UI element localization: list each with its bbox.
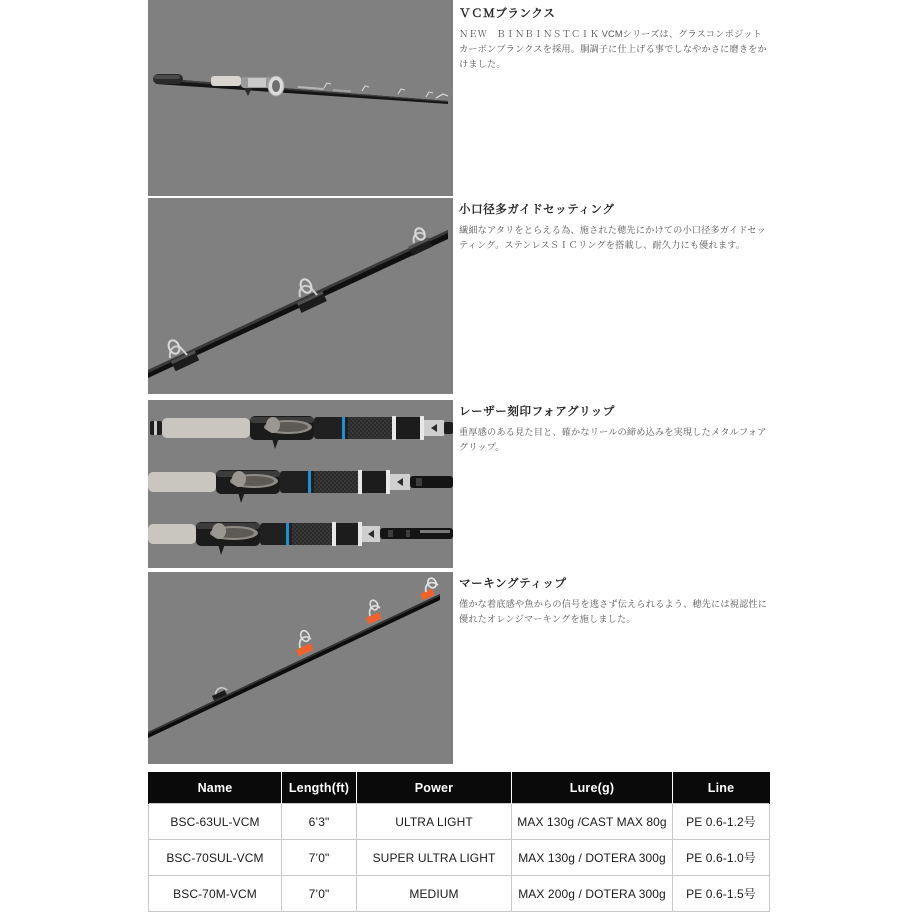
spec-table-container [148,772,754,912]
feature-block-guide-setting [0,198,900,394]
spec-cell-power: ULTRA LIGHT [357,804,512,840]
spec-cell-length: 7’0" [282,840,357,876]
feature-body: 重厚感のある見た目と、確かなリールの締め込みを実現したメタルフォアグリップ。 [459,426,767,452]
feature-body: ＮＥＷ ＢＩＮＢＩＮＳＴＣＩＫ VCMシリーズは、グラスコンポジットカーボンブランクスを採用。胴調子に仕上げる事でしなやかさに磨きをかけました。 [459,28,767,69]
spec-cell-name: BSC-70SUL-VCM [149,840,282,876]
feature-block-laser-foregrip [0,400,900,568]
feature-copy-vcm-blanks [459,8,771,72]
feature-heading: マーキングティップ [459,578,567,590]
marking-tip-illustration [148,572,453,764]
feature-heading: ＶＣＭブランクス [459,8,556,20]
full-rod-illustration [148,0,453,196]
spec-header-lure: Lure(g) [512,772,673,804]
spec-cell-power: SUPER ULTRA LIGHT [357,840,512,876]
spec-cell-line: PE 0.6-1.0号 [673,840,770,876]
foregrip-photo [148,400,453,568]
feature-block-vcm-blanks [0,0,900,196]
guide-closeup-photo [148,198,453,394]
spec-cell-power: MEDIUM [357,876,512,912]
feature-copy-laser-foregrip [459,406,771,455]
spec-cell-line: PE 0.6-1.5号 [673,876,770,912]
spec-table [148,772,770,912]
foregrip-illustration [148,400,453,568]
spec-cell-lure: MAX 130g / DOTERA 300g [512,840,673,876]
spec-cell-lure: MAX 200g / DOTERA 300g [512,876,673,912]
marking-tip-photo [148,572,453,764]
feature-copy-marking-tip [459,578,771,627]
table-row [149,804,770,840]
feature-block-marking-tip [0,572,900,764]
feature-body: 僅かな着底感や魚からの信号を逃さず伝えられるよう、穂先には視認性に優れたオレンジマーキングを施しました。 [459,598,768,624]
spec-cell-name: BSC-63UL-VCM [149,804,282,840]
spec-cell-name: BSC-70M-VCM [149,876,282,912]
table-row [149,876,770,912]
feature-body: 繊細なアタリをとらえる為、施された穂先にかけての小口径多ガイドセッティング。ステンレスＳＩＣリングを搭載し、耐久力にも優れます。 [459,224,766,250]
spec-cell-line: PE 0.6-1.2号 [673,804,770,840]
spec-cell-length: 7’0" [282,876,357,912]
feature-heading: 小口径多ガイドセッティング [459,204,615,216]
spec-header-name: Name [149,772,282,804]
full-rod-photo [148,0,453,196]
spec-cell-lure: MAX 130g /CAST MAX 80g [512,804,673,840]
spec-header-power: Power [357,772,512,804]
feature-heading: レーザー刻印フォアグリップ [459,406,615,418]
guide-closeup-illustration [148,198,453,394]
spec-table-header-row [149,772,770,804]
table-row [149,840,770,876]
spec-cell-length: 6’3" [282,804,357,840]
spec-header-line: Line [673,772,770,804]
spec-header-length: Length(ft) [282,772,357,804]
feature-copy-guide-setting [459,204,771,253]
